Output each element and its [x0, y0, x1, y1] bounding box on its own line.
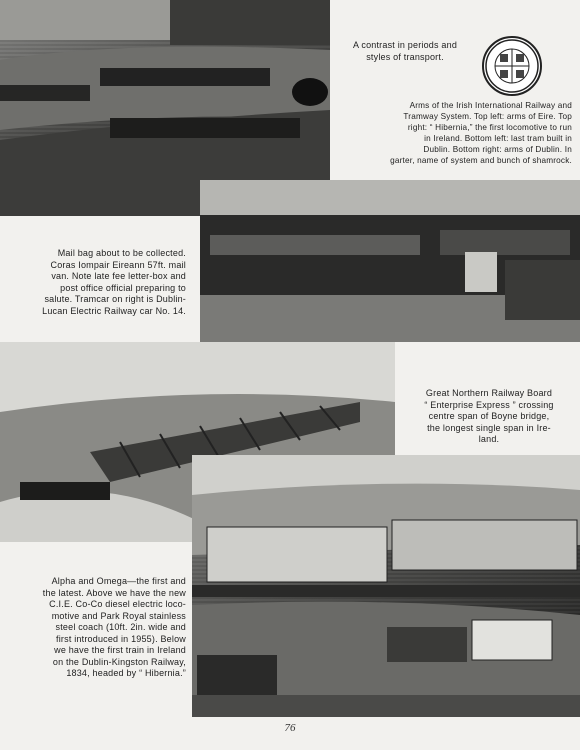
page-number: 76	[284, 722, 296, 734]
caption-line: styles of transport.	[366, 51, 444, 62]
caption-line: on the Dublin-Kingston Railway,	[52, 656, 186, 667]
caption-alpha-omega	[6, 576, 186, 680]
caption-line: Alpha and Omega—the first and	[51, 576, 186, 586]
caption-line: we have the first train in Ireland	[54, 645, 186, 655]
caption-contrast	[335, 40, 475, 63]
caption-line: post office official preparing to	[60, 282, 186, 293]
caption-line: salute. Tramcar on right is Dublin-	[44, 294, 186, 304]
caption-line: motive and Park Royal stainless	[51, 610, 186, 621]
photo-mail-van	[200, 180, 580, 342]
railway-arms-seal	[482, 36, 542, 96]
caption-line: steel coach (10ft. 2in. wide and	[55, 622, 186, 632]
caption-line: land.	[478, 434, 500, 444]
caption-line: A contrast in periods and	[352, 40, 458, 50]
caption-line: Coras Iompair Eireann 57ft. mail	[50, 259, 186, 270]
photo-alpha-omega	[192, 455, 580, 717]
caption-line: centre span of Boyne bridge,	[428, 411, 550, 421]
caption-arms	[336, 100, 572, 166]
caption-line: Lucan Electric Railway car No. 14.	[42, 305, 186, 316]
caption-gnr	[404, 388, 574, 446]
caption-line: garter, name of system and bunch of shamrock.	[390, 156, 572, 165]
mail-van-scene-graphic	[200, 180, 580, 342]
caption-line: van. Note late fee letter-box and	[51, 271, 186, 281]
caption-line: C.I.E. Co-Co diesel electric loco-	[49, 599, 186, 609]
caption-line: in Ireland. Bottom left: last tram built in	[424, 134, 572, 143]
caption-mailbag	[8, 248, 186, 317]
caption-line: Dublin. Bottom right: arms of Dublin. In	[423, 145, 572, 154]
caption-line: the latest. Above we have the new	[42, 587, 186, 598]
caption-line: “ Enterprise Express ” crossing	[424, 399, 554, 410]
caption-line: first introduced in 1955). Below	[56, 633, 186, 644]
caption-line: 1834, headed by “ Hibernia.”	[66, 668, 186, 678]
caption-line: the longest single span in Ire-	[427, 422, 551, 433]
alpha-omega-scene-graphic	[192, 455, 580, 717]
caption-line: Great Northern Railway Board	[425, 388, 553, 398]
seal-graphic	[484, 38, 540, 94]
caption-line: Arms of the Irish International Railway and	[409, 101, 572, 110]
caption-line: right: “ Hibernia,” the first locomotive to run	[407, 123, 572, 132]
caption-line: Tramway System. Top left: arms of Eire. Top	[403, 112, 572, 121]
caption-line: Mail bag about to be collected.	[57, 248, 186, 258]
